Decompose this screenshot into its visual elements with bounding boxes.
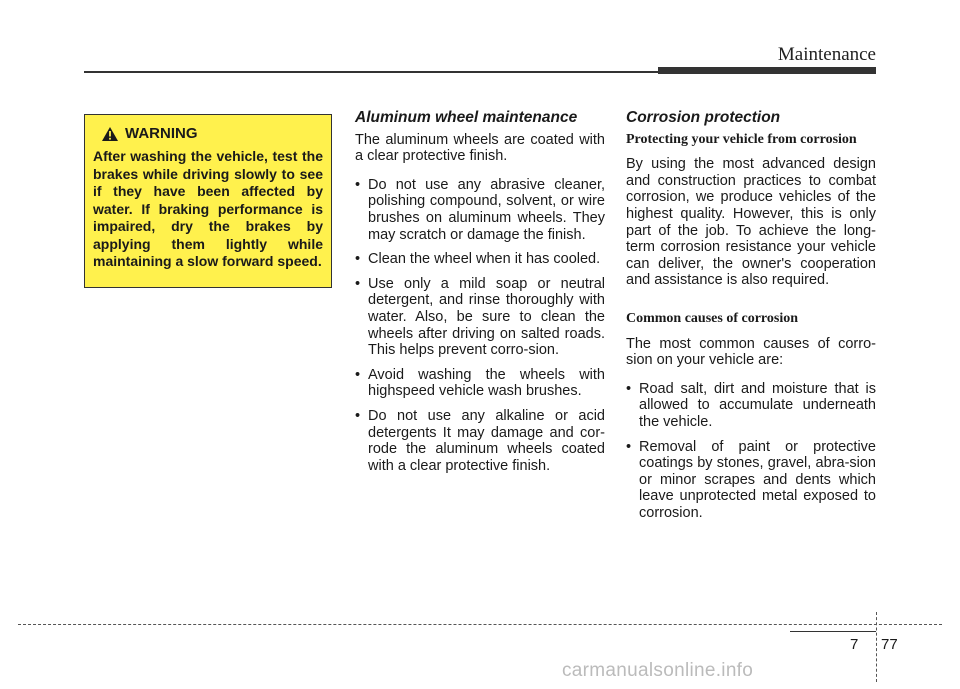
- list-item: • Use only a mild soap or neutral detergent, and rinse thoroughly with water. Also, be sure to clean the wheels after driving on salted roads. This helps prevent corro-sion.: [355, 276, 605, 359]
- corrosion-heading: Corrosion protection: [626, 109, 781, 126]
- list-item: • Road salt, dirt and moisture that is allowed to accumulate underneath the vehicle.: [626, 381, 876, 431]
- header-rule: [84, 71, 660, 73]
- list-item: • Clean the wheel when it has cooled.: [355, 251, 605, 268]
- watermark-text[interactable]: carmanualsonline.info: [562, 660, 754, 681]
- warning-box: [84, 114, 332, 288]
- header-rule-accent: [658, 67, 876, 74]
- aluminum-wheel-section: [355, 110, 605, 482]
- warning-triangle-icon: [101, 126, 119, 142]
- list-item: • Do not use any abrasive cleaner, polishing compound, solvent, or wire brushes on aluminum wheels. They may scratch or damage the finish.: [355, 177, 605, 243]
- corrosion-section: [626, 110, 876, 529]
- page-header-title: Maintenance: [777, 44, 876, 65]
- chapter-number: 7: [850, 636, 859, 653]
- footer-dashed-line: [18, 624, 942, 625]
- list-item: • Avoid washing the wheels with highspeed vehicle wash brushes.: [355, 367, 605, 400]
- warning-label: WARNING: [125, 125, 198, 142]
- list-item: • Do not use any alkaline or acid detergents It may damage and cor-rode the aluminum wheels coated with a clear protective finish.: [355, 408, 605, 474]
- page-number: 77: [881, 636, 898, 653]
- corrosion-subheading-causes: Common causes of corrosion: [626, 310, 799, 326]
- corrosion-bullet-list: [626, 381, 876, 522]
- footer-dashed-tick: [876, 612, 877, 682]
- footer-rule: [790, 631, 876, 632]
- aluminum-intro: The aluminum wheels are coated with a clear protective finish.: [355, 131, 605, 165]
- aluminum-bullet-list: [355, 177, 605, 475]
- warning-header: [101, 125, 323, 142]
- aluminum-heading: Aluminum wheel maintenance: [355, 109, 578, 126]
- corrosion-paragraph: By using the most advanced design and construction practices to combat corrosion, we produce vehicles of the highest quality. However, this is only part of the job. To achieve the long-term corrosion resistance your vehicle can deliver, the owner's cooperation and assistance is also required.: [626, 156, 876, 289]
- list-item: • Removal of paint or protective coatings by stones, gravel, abra-sion or minor scrapes and dents which leave unprotected metal exposed to corrosion.: [626, 439, 876, 522]
- warning-text: After washing the vehicle, test the brakes while driving slowly to see if they have been affected by water. If braking performance is impaired, dry the brakes by applying them lightly while maintaining a slow forward speed.: [93, 148, 323, 269]
- corrosion-subheading-protect: Protecting your vehicle from corrosion: [626, 131, 857, 147]
- corrosion-causes-intro: The most common causes of corro-sion on your vehicle are:: [626, 335, 876, 369]
